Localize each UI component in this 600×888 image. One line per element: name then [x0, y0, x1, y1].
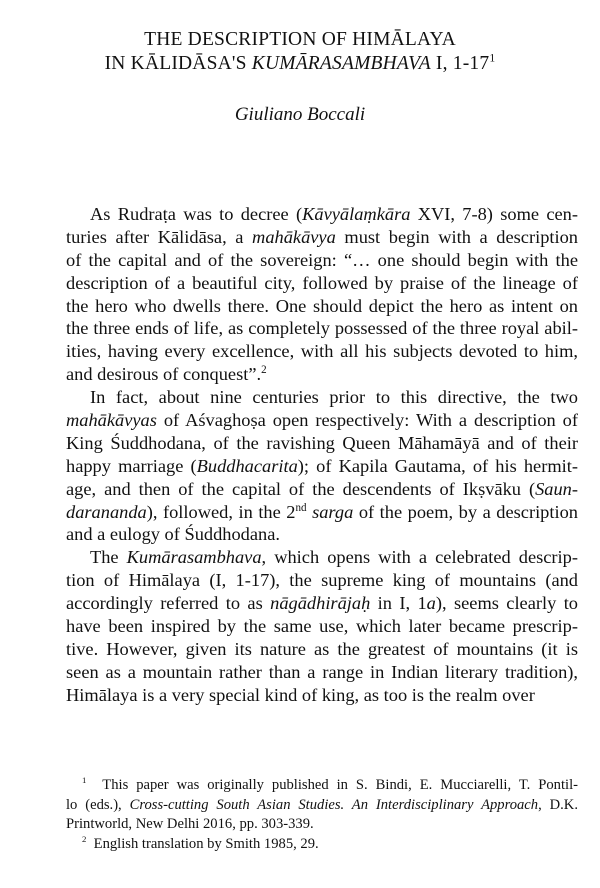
text-line — [66, 478, 578, 501]
text-line — [66, 317, 578, 340]
text-line — [66, 386, 578, 409]
text-line — [66, 661, 578, 684]
italic-text: sarga — [312, 501, 354, 522]
text-line — [66, 569, 578, 592]
text-segment: of the capital and of the sovereign: “… one should begin with the — [66, 249, 578, 270]
text-segment: tive. However, given its nature as the greatest of mountains (it is — [66, 638, 578, 659]
text-line — [66, 203, 578, 226]
text-segment: ), seems clearly to — [435, 593, 578, 614]
footnote-reference: 2 — [261, 364, 267, 377]
text-segment: the three ends of life, as completely possessed of the three royal abil- — [66, 318, 578, 339]
footnotes — [66, 776, 578, 854]
italic-text: a — [426, 593, 436, 614]
footnote — [66, 776, 578, 835]
footnote-line — [66, 796, 578, 816]
text-line — [66, 340, 578, 363]
footnote-reference: nd — [295, 501, 307, 514]
footnote-number: 2 — [82, 833, 87, 844]
title-work-name: KUMĀRASAMBHAVA — [251, 53, 431, 74]
italic-text: Kāvyālaṃkāra — [302, 204, 411, 224]
text-line — [66, 523, 578, 546]
footnote-line — [66, 835, 578, 855]
title-line-2-plain: IN KĀLIDĀSA'S — [104, 53, 252, 74]
italic-text: Kumārasambhava — [126, 547, 262, 568]
text-segment: In fact, about nine centuries prior to this directive, the two — [90, 387, 578, 408]
text-line — [66, 249, 578, 272]
title-line-1: THE DESCRIPTION OF HIMĀLAYA — [144, 29, 456, 50]
text-segment: English translation by Smith 1985, 29. — [93, 835, 319, 852]
text-segment: have been inspired by the same use, which later became prescrip- — [66, 616, 578, 637]
italic-text: nāgādhirājaḥ — [270, 593, 371, 614]
text-segment: of Aśvaghoṣa open respectively: With a description of — [156, 410, 578, 431]
text-segment: seen as a mountain rather than a range in Indian literary tradition), — [66, 661, 578, 682]
italic-text: daranandа — [66, 501, 147, 522]
text-line — [66, 363, 578, 386]
text-segment: description of a beautiful city, followed by praise of the lineage of — [66, 272, 578, 293]
text-line — [66, 432, 578, 455]
footnote-number: 1 — [82, 775, 87, 786]
footnote-spacer — [86, 836, 93, 852]
text-line — [66, 592, 578, 615]
footnote-line — [66, 776, 578, 796]
text-segment: XVI, 7-8) some cen- — [410, 204, 578, 224]
italic-text: Saun- — [535, 478, 578, 499]
text-segment: Himālaya is a very special kind of king, as too is the realm over — [66, 684, 535, 705]
text-line — [66, 501, 578, 524]
text-segment: and desirous of conquest”. — [66, 364, 262, 385]
text-segment: in I, 1 — [370, 593, 427, 614]
text-segment: tion of Himālaya (I, 1-17), the supreme king of mountains (and — [66, 570, 578, 591]
text-line — [66, 226, 578, 249]
text-segment: turies after Kālidāsa, a — [66, 226, 253, 247]
author-name: Giuliano Boccali — [234, 104, 366, 125]
text-segment: and a eulogy of Śuddhodana. — [66, 524, 280, 545]
footnote-line — [66, 815, 578, 835]
text-segment: happy marriage ( — [66, 455, 197, 476]
text-segment: accordingly referred to as — [66, 593, 271, 614]
text-segment: The — [90, 547, 127, 568]
text-segment: lo (eds.), — [66, 796, 130, 813]
text-segment: Printworld, New Delhi 2016, pp. 303-339. — [66, 816, 314, 832]
text-segment: This paper was originally published in S. Bindi, E. Mucciarelli, T. Pontil- — [102, 777, 578, 793]
paragraph — [66, 546, 578, 706]
paragraph — [66, 386, 578, 546]
text-segment: As Rudraṭa was to decree ( — [90, 204, 303, 224]
title-line-2 — [0, 52, 600, 76]
text-segment: ); of Kapila Gautama, of his hermit- — [297, 455, 578, 476]
footnote-spacer — [86, 777, 102, 793]
text-segment: age, and then of the capital of the descendents of Ikṣvāku ( — [66, 478, 536, 499]
text-segment: ), followed, in the 2 — [146, 501, 296, 522]
text-line — [66, 684, 578, 707]
title-footnote-mark: 1 — [489, 51, 496, 65]
text-line — [66, 546, 578, 569]
text-line — [66, 295, 578, 318]
text-segment: of the poem, by a description — [353, 501, 578, 522]
paragraph — [66, 203, 578, 386]
italic-text: Buddhacarita — [196, 455, 298, 476]
text-segment: , which opens with a celebrated descrip- — [261, 547, 578, 568]
text-segment: ities, having every excellence, with all his subjects devoted to him, — [66, 341, 578, 362]
text-segment: King Śuddhodana, of the ravishing Queen Māhamāyā and of their — [66, 432, 578, 453]
italic-text: mahākāvyas — [66, 410, 157, 431]
text-line — [66, 409, 578, 432]
italic-text: Cross-cutting South Asian Studies. An Interdisciplinary Approach — [129, 796, 539, 813]
text-line — [66, 638, 578, 661]
footnote — [66, 835, 578, 855]
text-segment: must begin with a description — [335, 226, 578, 247]
italic-text: mahākāvya — [252, 226, 336, 247]
text-line — [66, 615, 578, 638]
body-text — [66, 203, 578, 707]
text-line — [66, 272, 578, 295]
title-line-2-tail: I, 1-17 — [430, 53, 490, 74]
text-line — [66, 455, 578, 478]
paper-title — [0, 28, 600, 76]
text-segment: , D.K. — [538, 796, 578, 813]
text-segment: the hero who dwells there. One should depict the hero as intent on — [66, 295, 578, 316]
